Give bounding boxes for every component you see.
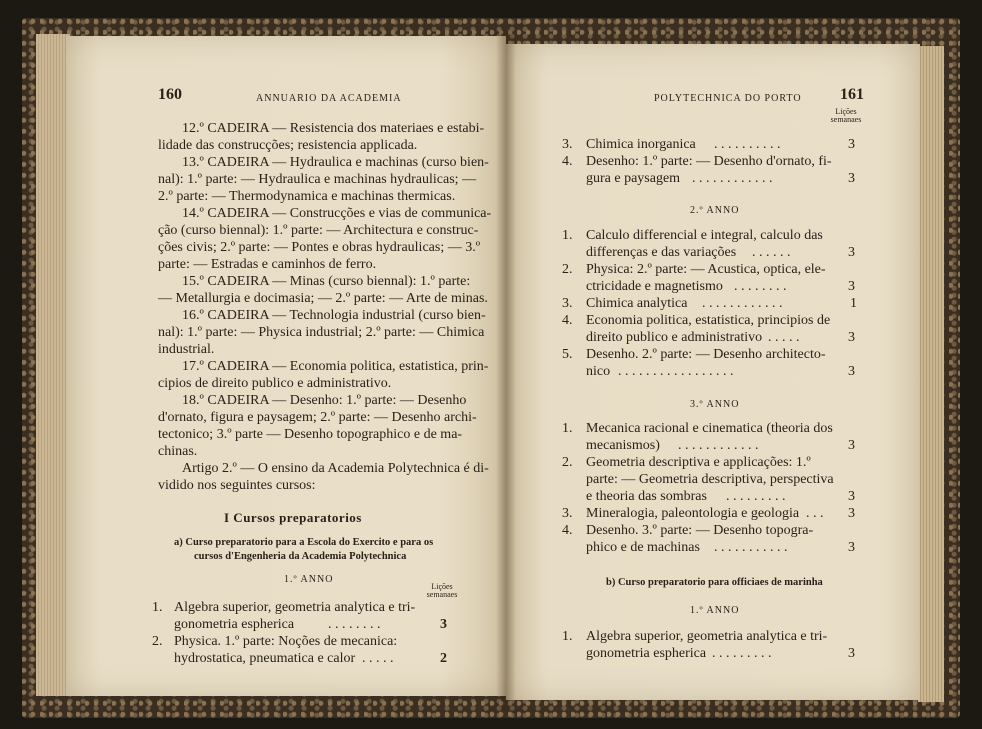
- item-line: mecanismos): [586, 438, 660, 453]
- semanaes-label-line: semanaes: [830, 115, 862, 124]
- item-line: Mineralogia, paleontologia e geologia: [586, 506, 800, 521]
- page-number: 161: [840, 86, 864, 103]
- year-heading: 1.º ANNO: [690, 605, 740, 616]
- subsection-line: a) Curso preparatorio para a Escola do Exercito e para os: [174, 537, 434, 548]
- text-line: 15.º CADEIRA — Minas (curso biennal): 1.º parte:: [182, 274, 471, 289]
- item-dots: . . . . . . . . . . .: [714, 540, 788, 555]
- text-line: nal): 1.º parte: — Hydraulica e machinas hydraulicas; —: [158, 172, 477, 187]
- left-page: [66, 36, 506, 696]
- item-dots: . . . . .: [362, 651, 394, 666]
- running-head: ANNUARIO DA ACADEMIA: [256, 93, 402, 104]
- year-heading: 1.º ANNO: [284, 574, 334, 585]
- item-number: 4.: [562, 523, 573, 538]
- item-line: gura e paysagem: [586, 171, 681, 186]
- text-line: 2.º parte: — Thermodynamica e machinas thermicas.: [158, 189, 456, 204]
- item-value: 2: [440, 651, 447, 666]
- item-line: parte: — Geometria descriptiva, perspectiva: [586, 472, 834, 487]
- year-heading: 2.º ANNO: [690, 205, 740, 216]
- item-value: 3: [848, 279, 855, 294]
- text-line: parte: — Estradas e caminhos de ferro.: [158, 257, 377, 272]
- item-value: 3: [848, 506, 855, 521]
- item-dots: . . . . . . . . . . . .: [692, 171, 773, 186]
- item-line: nico: [586, 364, 611, 379]
- item-value: 3: [848, 364, 855, 379]
- item-number: 1.: [562, 629, 573, 644]
- item-dots: . . .: [806, 506, 824, 521]
- item-number: 4.: [562, 154, 573, 169]
- item-line: gonometria espherica: [174, 617, 295, 632]
- item-number: 4.: [562, 313, 573, 328]
- text-line: lidade das construcções; resistencia applicada.: [158, 138, 418, 153]
- text-line: 12.º CADEIRA — Resistencia dos materiaes e estabi-: [182, 121, 485, 136]
- item-dots: . . . . . . . . . . . .: [702, 296, 783, 311]
- licoes-label: [824, 108, 868, 124]
- item-dots: . . . . . . . . .: [712, 646, 772, 661]
- item-number: 1.: [562, 228, 573, 243]
- text-line: nal): 1.º parte: — Physica industrial; 2.º parte: — Chimica: [158, 325, 485, 340]
- text-line: d'ornato, figura e paysagem; 2.º parte: — Desenho archi-: [158, 410, 477, 425]
- text-line: chinas.: [158, 444, 198, 459]
- item-number: 2.: [152, 634, 163, 649]
- item-line: Chimica inorganica: [586, 137, 696, 152]
- item-number: 5.: [562, 347, 573, 362]
- text-line: 17.º CADEIRA — Economia politica, estatistica, prin-: [182, 359, 489, 374]
- item-line: e theoria das sombras: [586, 489, 707, 504]
- item-number: 3.: [562, 506, 573, 521]
- item-value: 3: [848, 171, 855, 186]
- year-heading: 3.º ANNO: [690, 399, 740, 410]
- text-line: ção (curso biennal): 1.º parte: — Architectura e construc-: [158, 223, 479, 238]
- item-number: 1.: [562, 421, 573, 436]
- text-line: industrial.: [158, 342, 215, 357]
- item-number: 1.: [152, 600, 163, 615]
- licoes-label: [422, 583, 462, 599]
- item-line: Physica. 1.º parte: Noções de mecanica:: [174, 634, 398, 649]
- item-dots: . . . . . . . .: [328, 617, 381, 632]
- item-line: phico e de machinas: [586, 540, 700, 555]
- text-line: vidido nos seguintes cursos:: [158, 478, 316, 493]
- item-line: Algebra superior, geometria analytica e tri-: [174, 600, 416, 615]
- right-page: [506, 44, 920, 700]
- text-line: tectonico; 3.º parte — Desenho topographico e de ma-: [158, 427, 463, 442]
- item-dots: . . . . . . . . . . . . . . . . .: [618, 364, 734, 379]
- text-line: ções civis; 2.º parte: — Pontes e obras hydraulicas; — 3.º: [158, 240, 481, 255]
- item-dots: . . . . . .: [752, 245, 791, 260]
- item-value: 3: [440, 617, 447, 632]
- item-number: 3.: [562, 137, 573, 152]
- item-line: Desenho: 1.º parte: — Desenho d'ornato, fi-: [586, 154, 832, 169]
- item-value: 3: [848, 330, 855, 345]
- item-value: 3: [848, 489, 855, 504]
- item-line: gonometria espherica: [586, 646, 707, 661]
- semanaes-label-line: semanaes: [426, 590, 458, 599]
- item-line: Physica: 2.º parte: — Acustica, optica, ele-: [586, 262, 826, 277]
- item-line: Desenho. 3.º parte: — Desenho topogra-: [586, 523, 814, 538]
- page-edges-right: [918, 46, 944, 702]
- item-line: Calculo differencial e integral, calculo das: [586, 228, 823, 243]
- item-value: 3: [848, 137, 855, 152]
- item-value: 3: [848, 438, 855, 453]
- page-number: 160: [158, 86, 182, 103]
- item-line: Algebra superior, geometria analytica e tri-: [586, 629, 828, 644]
- item-value: 1: [850, 296, 857, 311]
- item-line: ctricidade e magnetismo: [586, 279, 723, 294]
- item-line: differenças e das variações: [586, 245, 737, 260]
- text-line: — Metallurgia e docimasia; — 2.º parte: — Arte de minas.: [158, 291, 488, 306]
- licoes-label-line: Lições: [835, 107, 857, 116]
- item-line: direito publico e administrativo: [586, 330, 763, 345]
- text-line: cipios de direito publico e administrativo.: [158, 376, 392, 391]
- item-dots: . . . . . . . . .: [726, 489, 786, 504]
- text-line: 13.º CADEIRA — Hydraulica e machinas (curso bien-: [182, 155, 489, 170]
- item-value: 3: [848, 245, 855, 260]
- page-edges-left: [36, 34, 70, 696]
- item-line: Mecanica racional e cinematica (theoria dos: [586, 421, 833, 436]
- item-line: Economia politica, estatistica, principios de: [586, 313, 831, 328]
- item-number: 2.: [562, 455, 573, 470]
- item-dots: . . . . .: [768, 330, 800, 345]
- item-line: Desenho. 2.º parte: — Desenho architecto-: [586, 347, 826, 362]
- section-title: I Cursos preparatorios: [224, 510, 362, 525]
- licoes-label-line: Lições: [431, 582, 453, 591]
- item-line: hydrostatica, pneumatica e calor: [174, 651, 356, 666]
- item-value: 3: [848, 540, 855, 555]
- running-head: POLYTECHNICA DO PORTO: [654, 93, 802, 104]
- item-line: Geometria descriptiva e applicações: 1.º: [586, 455, 811, 470]
- text-line: Artigo 2.º — O ensino da Academia Polytechnica é di-: [182, 461, 489, 476]
- book-gutter: [496, 30, 516, 710]
- item-dots: . . . . . . . .: [734, 279, 787, 294]
- subsection-line: b) Curso preparatorio para officiaes de marinha: [606, 577, 823, 588]
- item-value: 3: [848, 646, 855, 661]
- item-number: 3.: [562, 296, 573, 311]
- item-number: 2.: [562, 262, 573, 277]
- text-line: 14.º CADEIRA — Construcções e vias de communica-: [182, 206, 492, 221]
- item-line: Chimica analytica: [586, 296, 688, 311]
- item-dots: . . . . . . . . . . . .: [678, 438, 759, 453]
- subsection-line: cursos d'Engenheria da Academia Polytechnica: [194, 551, 407, 562]
- text-line: 16.º CADEIRA — Technologia industrial (curso bien-: [182, 308, 486, 323]
- text-line: 18.º CADEIRA — Desenho: 1.º parte: — Desenho: [182, 393, 467, 408]
- item-dots: . . . . . . . . . .: [714, 137, 781, 152]
